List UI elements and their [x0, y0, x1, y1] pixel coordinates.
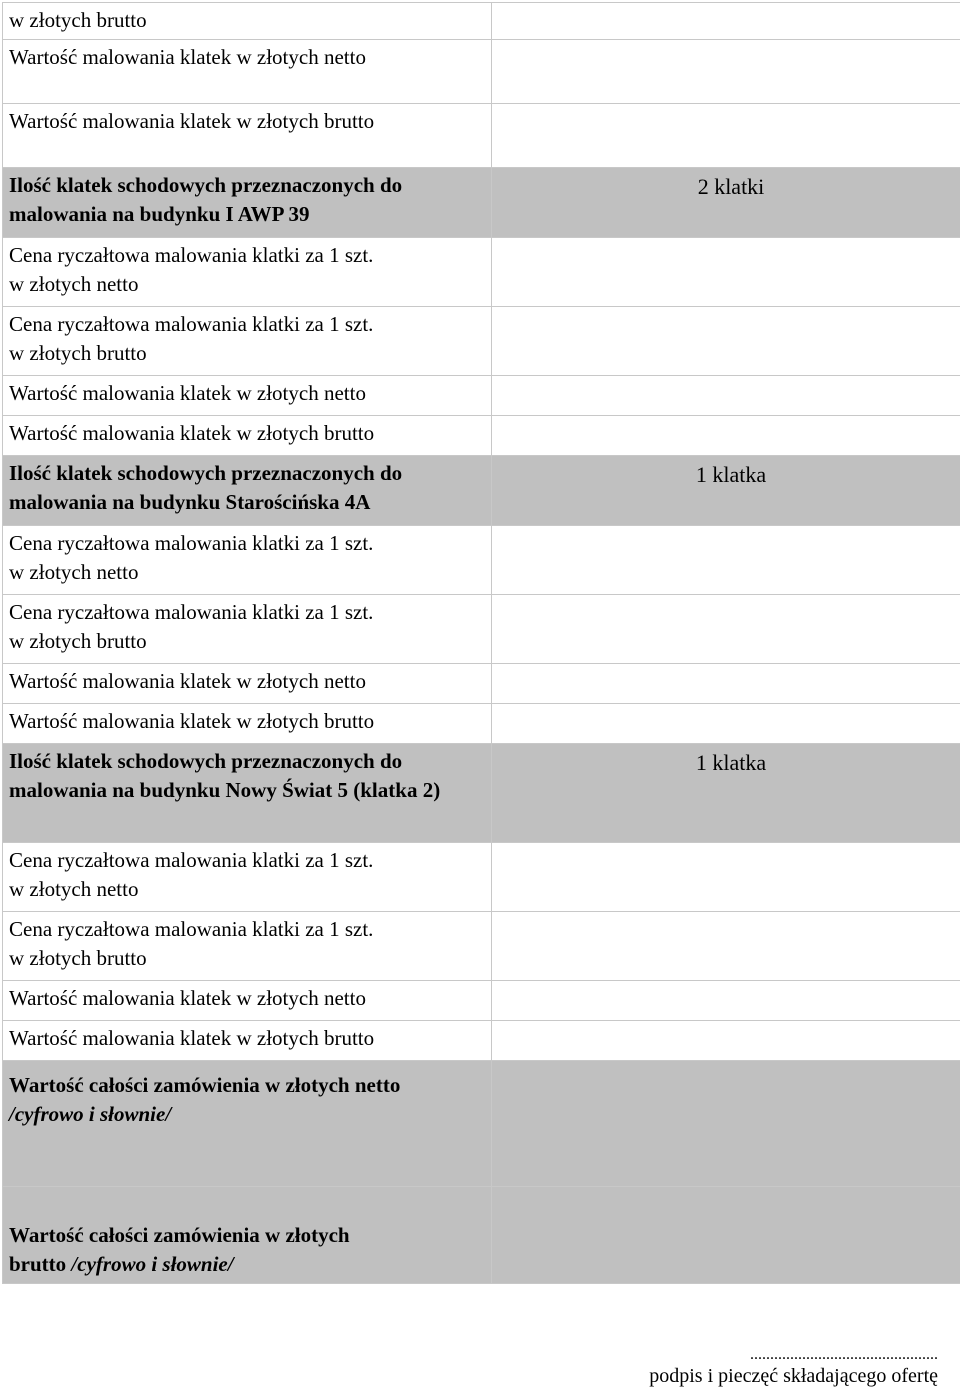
stairwell-count-text: 1 klatka — [695, 750, 767, 775]
row-label-line-2: w złotych brutto — [9, 946, 147, 970]
total-netto-hint: /cyfrowo i słownie/ — [9, 1102, 172, 1126]
row-label — [3, 3, 492, 40]
row-label — [3, 595, 492, 664]
row-label-line-2: w złotych brutto — [9, 341, 147, 365]
row-value-cell[interactable] — [492, 376, 960, 416]
signature-block — [649, 1346, 938, 1388]
row-label — [3, 416, 492, 456]
row-label-line-2: w złotych netto — [9, 877, 139, 901]
row-value-cell[interactable] — [492, 704, 960, 744]
table-row — [3, 40, 960, 104]
row-value-cell[interactable] — [492, 104, 960, 168]
total-brutto-row — [3, 1187, 960, 1284]
table-row — [3, 238, 960, 307]
table-row — [3, 1021, 960, 1061]
row-label-line-1: Cena ryczałtowa malowania klatki za 1 szt. — [9, 312, 374, 336]
row-value-cell[interactable] — [492, 526, 960, 595]
stairwell-count — [492, 456, 960, 526]
row-label-text: Wartość malowania klatek w złotych netto — [9, 45, 366, 69]
total-brutto-text: Wartość całości zamówienia w złotych — [9, 1223, 350, 1247]
row-label-line-1: Cena ryczałtowa malowania klatki za 1 szt. — [9, 531, 374, 555]
table-row — [3, 376, 960, 416]
total-brutto-label — [3, 1187, 492, 1284]
row-label — [3, 104, 492, 168]
row-value-cell[interactable] — [492, 307, 960, 376]
building-header-text: Ilość klatek schodowych przeznaczonych do malowania na budynku Nowy Świat 5 (klatka 2) — [9, 749, 441, 802]
row-label-line-2: w złotych netto — [9, 272, 139, 296]
row-label-line-1: Cena ryczałtowa malowania klatki za 1 szt. — [9, 243, 374, 267]
table-row — [3, 416, 960, 456]
offer-form-table — [2, 2, 960, 1284]
table-row — [3, 912, 960, 981]
row-label-text: Wartość malowania klatek w złotych brutto — [9, 1026, 375, 1050]
building-header-row — [3, 456, 960, 526]
table-row — [3, 526, 960, 595]
row-value-cell[interactable] — [492, 238, 960, 307]
row-label — [3, 1021, 492, 1061]
table-row — [3, 595, 960, 664]
table-row — [3, 307, 960, 376]
row-value-cell[interactable] — [492, 912, 960, 981]
row-value-cell[interactable] — [492, 3, 960, 40]
table-row — [3, 981, 960, 1021]
total-netto-row — [3, 1061, 960, 1187]
row-label-text: Wartość malowania klatek w złotych netto — [9, 381, 366, 405]
row-label — [3, 40, 492, 104]
building-header-text: Ilość klatek schodowych przeznaczonych do malowania na budynku I AWP 39 — [9, 173, 403, 226]
table-row — [3, 664, 960, 704]
building-header-label — [3, 744, 492, 843]
signature-label: podpis i pieczęć składającego ofertę — [649, 1365, 938, 1387]
row-label-line-1: Cena ryczałtowa malowania klatki za 1 szt. — [9, 917, 374, 941]
table-row — [3, 843, 960, 912]
building-header-row — [3, 744, 960, 843]
row-label-text: Wartość malowania klatek w złotych brutto — [9, 109, 375, 133]
row-label-line-2: w złotych netto — [9, 560, 139, 584]
row-label-text: w złotych brutto — [9, 8, 147, 32]
total-netto-value[interactable] — [492, 1061, 960, 1187]
row-label-text: Wartość malowania klatek w złotych netto — [9, 986, 366, 1010]
row-label — [3, 704, 492, 744]
total-netto-label — [3, 1061, 492, 1187]
table-row — [3, 704, 960, 744]
row-label — [3, 238, 492, 307]
total-netto-text: Wartość całości zamówienia w złotych netto — [9, 1073, 401, 1097]
building-header-label — [3, 168, 492, 238]
table-row — [3, 3, 960, 40]
row-value-cell[interactable] — [492, 664, 960, 704]
total-brutto-hint: /cyfrowo i słownie/ — [71, 1252, 234, 1276]
stairwell-count-text: 2 klatki — [697, 174, 765, 199]
stairwell-count — [492, 168, 960, 238]
row-value-cell[interactable] — [492, 40, 960, 104]
building-header-text: Ilość klatek schodowych przeznaczonych do malowania na budynku Starościńska 4A — [9, 461, 403, 514]
row-value-cell[interactable] — [492, 981, 960, 1021]
row-label-line-1: Cena ryczałtowa malowania klatki za 1 szt. — [9, 600, 374, 624]
building-header-row — [3, 168, 960, 238]
building-header-label — [3, 456, 492, 526]
total-brutto-value[interactable] — [492, 1187, 960, 1284]
row-label — [3, 981, 492, 1021]
row-label — [3, 843, 492, 912]
row-label-text: Wartość malowania klatek w złotych brutto — [9, 421, 375, 445]
row-value-cell[interactable] — [492, 595, 960, 664]
stairwell-count — [492, 744, 960, 843]
row-label-line-2: w złotych brutto — [9, 629, 147, 653]
row-label — [3, 912, 492, 981]
row-label — [3, 376, 492, 416]
row-value-cell[interactable] — [492, 1021, 960, 1061]
row-label — [3, 664, 492, 704]
row-value-cell[interactable] — [492, 416, 960, 456]
signature-line: ............................................... — [750, 1346, 938, 1363]
row-label-text: Wartość malowania klatek w złotych netto — [9, 669, 366, 693]
total-brutto-text-2: brutto — [9, 1252, 67, 1276]
row-label — [3, 307, 492, 376]
stairwell-count-text: 1 klatka — [695, 462, 767, 487]
row-label-line-1: Cena ryczałtowa malowania klatki za 1 szt. — [9, 848, 374, 872]
table-row — [3, 104, 960, 168]
row-label — [3, 526, 492, 595]
row-label-text: Wartość malowania klatek w złotych brutto — [9, 709, 375, 733]
row-value-cell[interactable] — [492, 843, 960, 912]
